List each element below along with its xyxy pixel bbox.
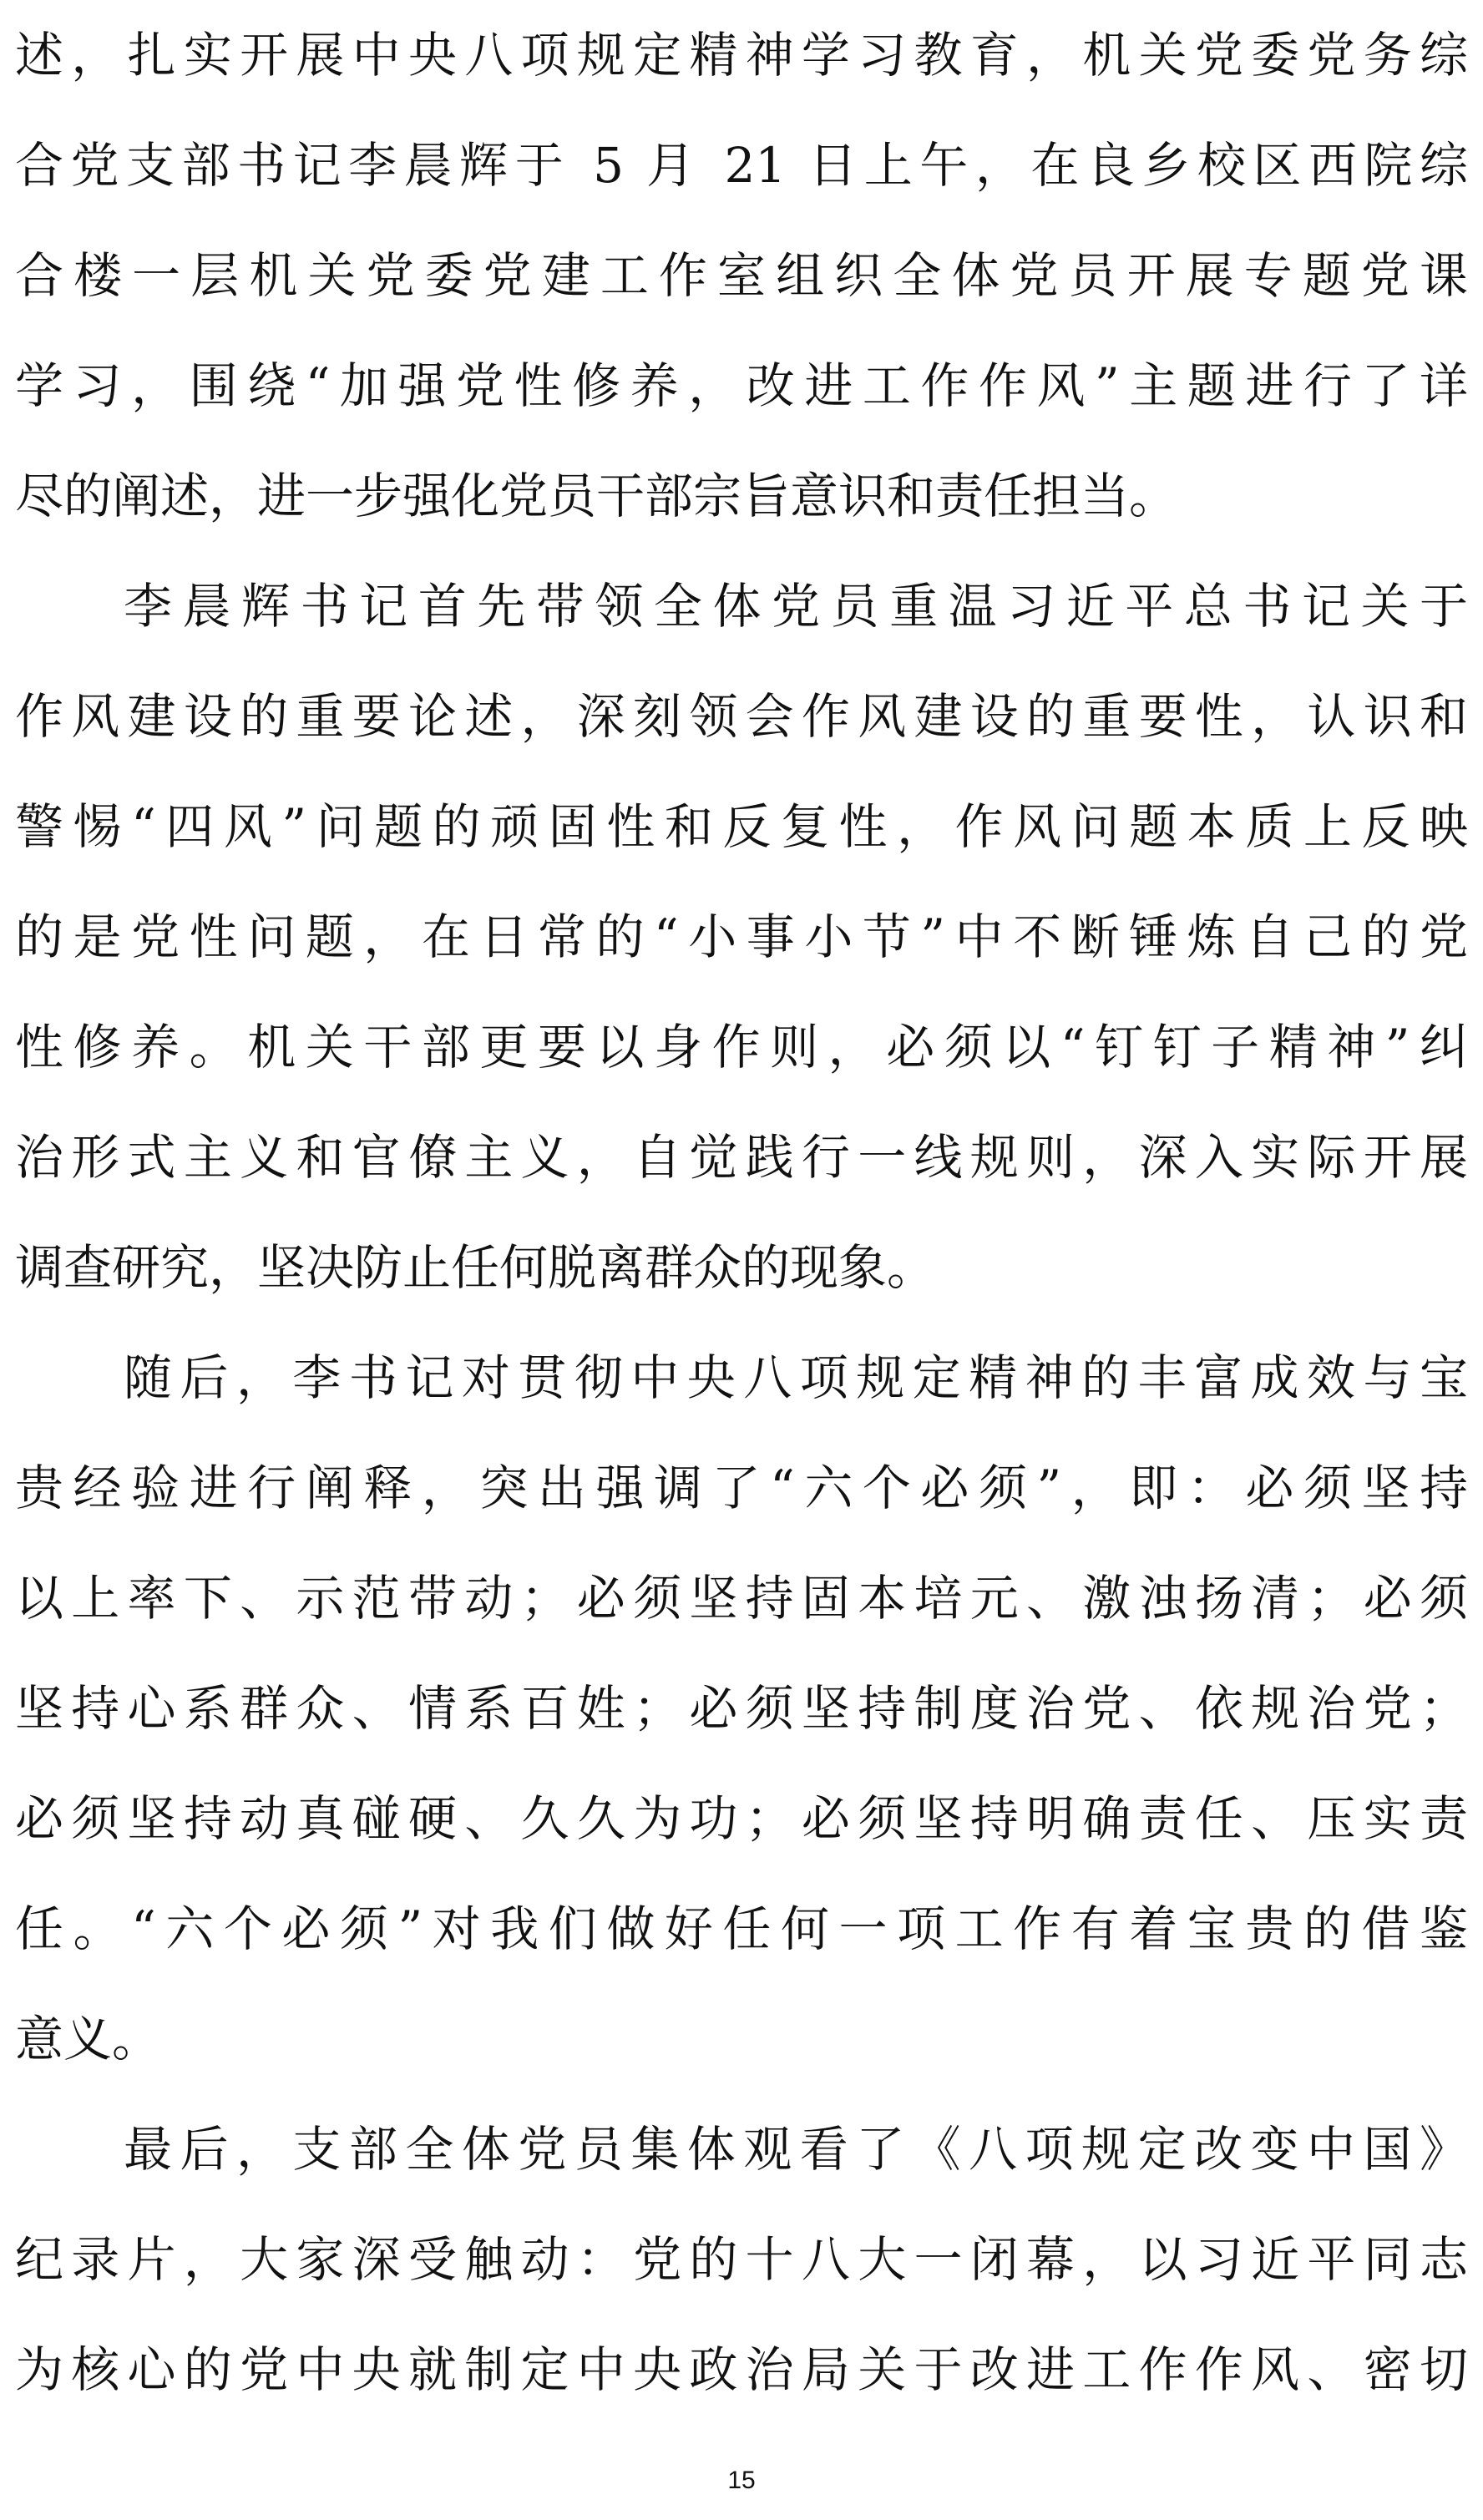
text-line: 合楼一层机关党委党建工作室组织全体党员开展专题党课 [15,247,1468,304]
text-line: 尽的阐述，进一步强化党员干部宗旨意识和责任担当。 [15,468,1178,524]
paragraph-3 [15,1323,1468,2094]
text-line: 治形式主义和官僚主义，自觉践行一线规则，深入实际开展 [15,1129,1468,1186]
text-line: 学习，围绕“加强党性修养，改进工作作风”主题进行了详 [15,357,1468,414]
text-line: 警惕“四风”问题的顽固性和反复性，作风问题本质上反映 [15,798,1468,855]
body-text [15,0,1468,2425]
paragraph-1 [15,0,1468,551]
page-number: 15 [727,2467,756,2494]
text-line: 必须坚持动真碰硬、久久为功；必须坚持明确责任、压实责 [15,1790,1468,1847]
text-line: 合党支部书记李晨辉于 5 月 21 日上午，在良乡校区西院综 [15,137,1468,194]
text-line: 意义。 [15,2011,161,2067]
text-line: 最后，支部全体党员集体观看了《八项规定改变中国》 [124,2121,1468,2178]
text-line: 坚持心系群众、情系百姓；必须坚持制度治党、依规治党； [15,1680,1468,1737]
paragraph-2 [15,551,1468,1323]
paragraph-4 [15,2094,1468,2425]
text-line: 随后，李书记对贯彻中央八项规定精神的丰富成效与宝 [124,1349,1468,1406]
text-line: 调查研究，坚决防止任何脱离群众的现象。 [15,1239,936,1296]
text-line: 李晨辉书记首先带领全体党员重温习近平总书记关于 [124,578,1468,635]
text-line: 述，扎实开展中央八项规定精神学习教育，机关党委党务综 [15,27,1468,83]
text-line: 以上率下、示范带动；必须坚持固本培元、激浊扬清；必须 [15,1570,1468,1627]
text-line: 为核心的党中央就制定中央政治局关于改进工作作风、密切 [15,2341,1468,2398]
text-line: 性修养。机关干部更要以身作则，必须以“钉钉子精神”纠 [15,1019,1468,1075]
text-line: 任。“六个必须”对我们做好任何一项工作有着宝贵的借鉴 [15,1900,1468,1957]
text-line: 的是党性问题，在日常的“小事小节”中不断锤炼自己的党 [15,908,1468,965]
text-line: 作风建设的重要论述，深刻领会作风建设的重要性，认识和 [15,688,1468,745]
text-line: 贵经验进行阐释，突出强调了“六个必须”，即：必须坚持 [15,1460,1468,1516]
text-line: 纪录片，大家深受触动：党的十八大一闭幕，以习近平同志 [15,2231,1468,2288]
